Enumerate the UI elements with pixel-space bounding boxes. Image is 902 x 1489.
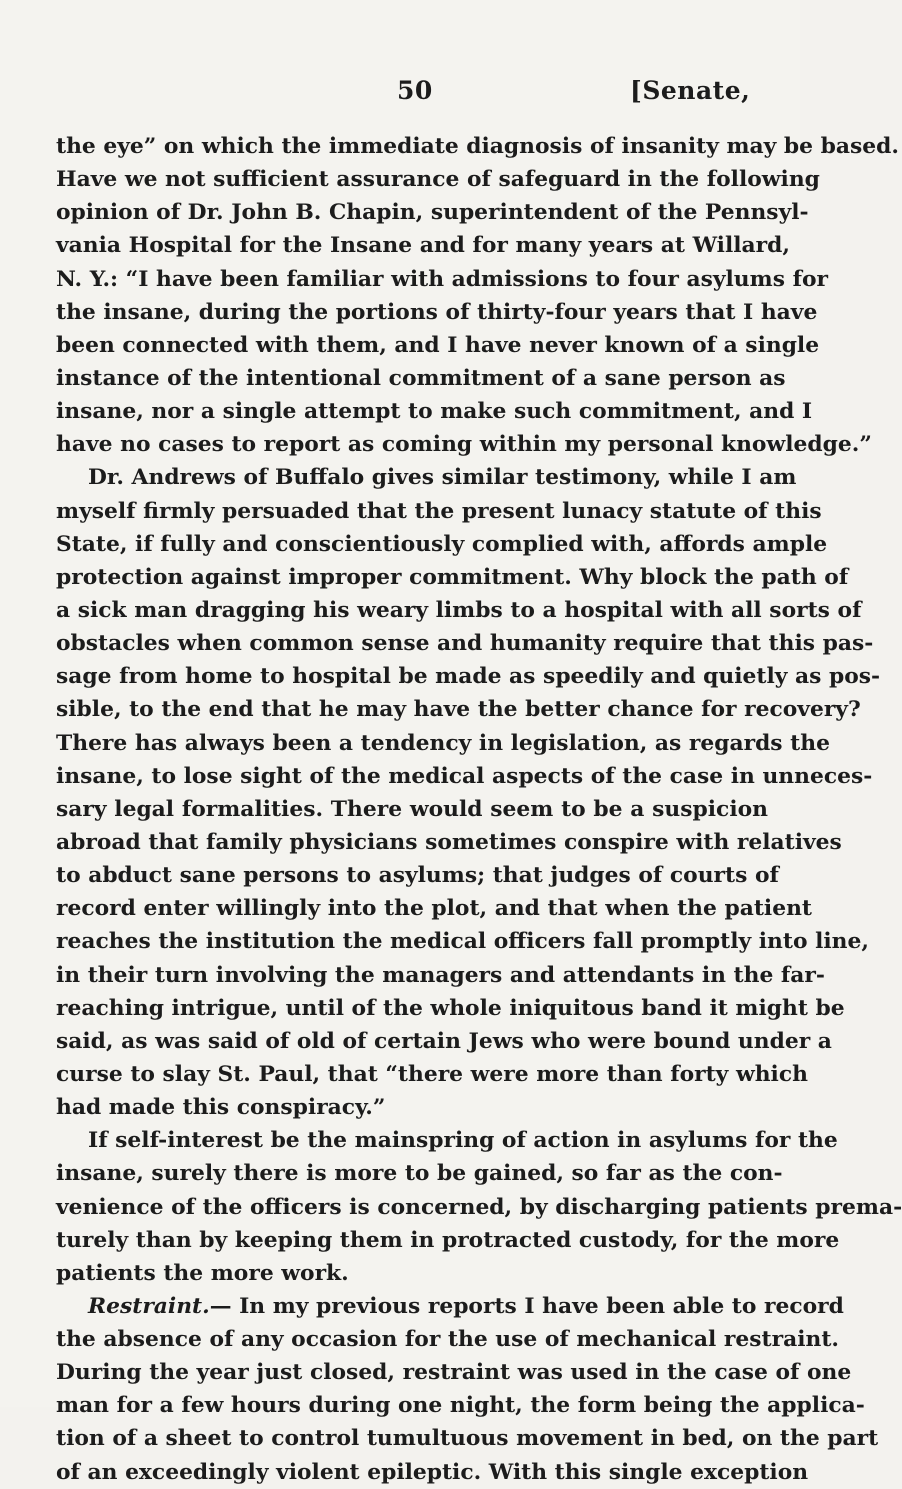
text-line: If self-interest be the mainspring of action in asylums for the: [88, 1128, 838, 1154]
text-line: the insane, during the portions of thirty-four years that I have: [56, 299, 818, 325]
text-line: said, as was said of old of certain Jews who were bound under a: [56, 1028, 832, 1054]
text-line: sible, to the end that he may have the better chance for recovery?: [56, 697, 861, 723]
running-head: [Senate,: [630, 76, 751, 105]
text-line: vania Hospital for the Insane and for many years at Willard,: [56, 233, 790, 259]
text-line: tion of a sheet to control tumultuous movement in bed, on the part: [56, 1426, 879, 1452]
text-line: man for a few hours during one night, the form being the applica-: [56, 1393, 865, 1419]
page-number: 50: [397, 76, 433, 105]
text-line: patients the more work.: [56, 1260, 349, 1286]
text-line: reaching intrigue, until of the whole iniquitous band it might be: [56, 995, 845, 1021]
text-line: [56, 1290, 844, 1323]
text-line: myself firmly persuaded that the present lunacy statute of this: [56, 498, 822, 524]
text-line: had made this conspiracy.”: [56, 1095, 386, 1121]
text-line: instance of the intentional commitment of a sane person as: [56, 365, 786, 391]
text-line: insane, to lose sight of the medical aspects of the case in unneces-: [56, 763, 873, 789]
text-line: State, if fully and conscientiously complied with, affords ample: [56, 531, 828, 557]
text-line: a sick man dragging his weary limbs to a hospital with all sorts of: [56, 597, 862, 623]
section-lead: Restraint.: [88, 1293, 210, 1319]
page-header: [0, 76, 800, 116]
text-line: of an exceedingly violent epileptic. With this single exception: [56, 1459, 809, 1485]
text-line: curse to slay St. Paul, that “there were more than forty which: [56, 1061, 808, 1087]
text-line: the eye” on which the immediate diagnosis of insanity may be based.: [56, 134, 899, 159]
text-line: the absence of any occasion for the use of mechanical restraint.: [56, 1327, 839, 1353]
text-line: to abduct sane persons to asylums; that judges of courts of: [56, 863, 779, 889]
text-line: venience of the officers is concerned, by discharging patients prema-: [56, 1194, 902, 1220]
text-line: During the year just closed, restraint was used in the case of one: [56, 1360, 852, 1386]
text-line: N. Y.: “I have been familiar with admissions to four asylums for: [56, 266, 828, 292]
text-line: been connected with them, and I have never known of a single: [56, 332, 820, 358]
text-line: opinion of Dr. John B. Chapin, superintendent of the Pennsyl-: [56, 200, 809, 226]
text-line: obstacles when common sense and humanity require that this pas-: [56, 631, 874, 657]
text-line: Have we not sufficient assurance of safeguard in the following: [56, 167, 820, 193]
text-line: in their turn involving the managers and attendants in the far-: [56, 962, 825, 988]
text-line: have no cases to report as coming within my personal knowledge.”: [56, 432, 872, 458]
text-line: abroad that family physicians sometimes conspire with relatives: [56, 829, 842, 855]
body-text: [56, 130, 902, 1489]
text-line: record enter willingly into the plot, and that when the patient: [56, 896, 812, 922]
text-line: turely than by keeping them in protracted custody, for the more: [56, 1227, 840, 1253]
text-line: Dr. Andrews of Buffalo gives similar testimony, while I am: [88, 465, 797, 491]
text-line: insane, surely there is more to be gained, so far as the con-: [56, 1161, 783, 1187]
text-line: protection against improper commitment. Why block the path of: [56, 564, 849, 590]
text-line-rest: — In my previous reports I have been able to record: [209, 1293, 844, 1319]
text-line: reaches the institution the medical officers fall promptly into line,: [56, 929, 869, 955]
text-line: sary legal formalities. There would seem to be a suspicion: [56, 796, 768, 822]
text-line: sage from home to hospital be made as speedily and quietly as pos-: [56, 664, 881, 690]
text-line: insane, nor a single attempt to make such commitment, and I: [56, 399, 813, 425]
text-line: There has always been a tendency in legislation, as regards the: [56, 730, 830, 756]
